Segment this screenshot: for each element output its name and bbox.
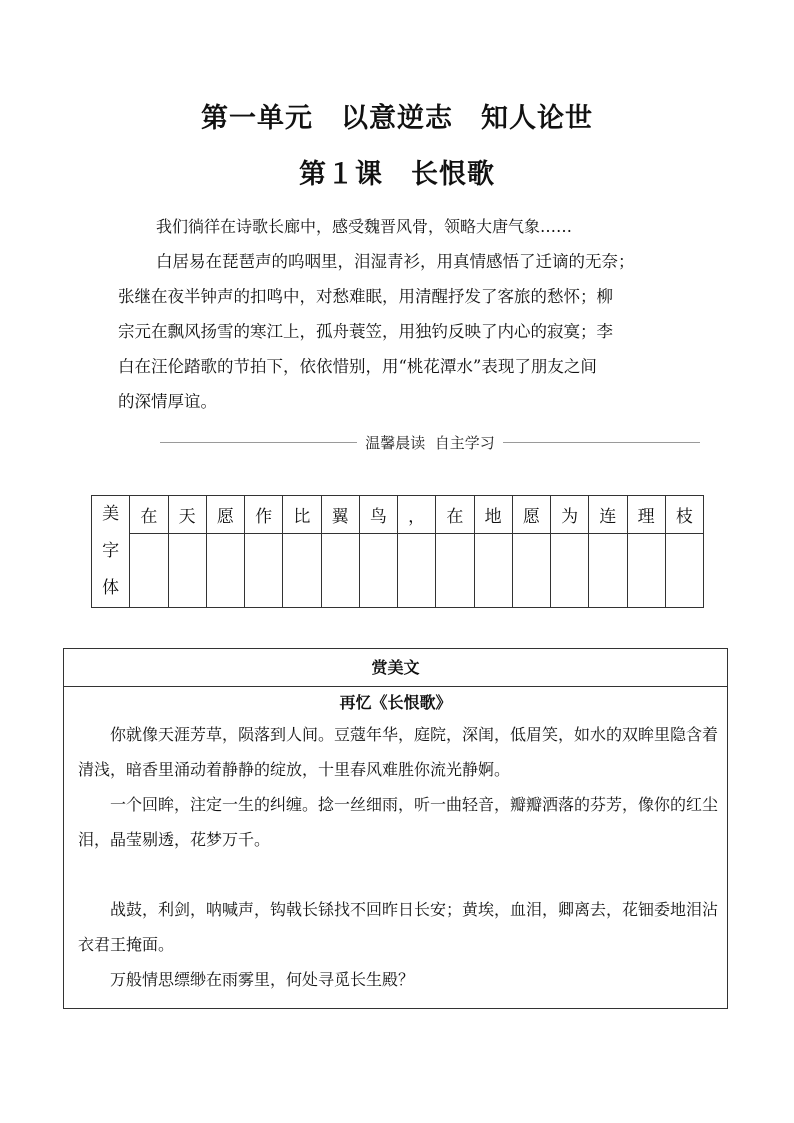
- paragraph-gap: [78, 857, 721, 892]
- table-label-char: 字: [102, 541, 120, 561]
- practice-cell[interactable]: [398, 534, 436, 608]
- practice-cell[interactable]: [474, 534, 512, 608]
- model-character: 地: [474, 496, 512, 534]
- practice-cell[interactable]: [130, 534, 168, 608]
- divider-line-right: [503, 442, 700, 443]
- practice-cell[interactable]: [245, 534, 283, 608]
- practice-cell[interactable]: [512, 534, 550, 608]
- essay-paragraph: 你就像天涯芳草，陨落到人间。豆蔻年华，庭院，深闺，低眉笑，如水的双眸里隐含着清浅，暗香里涌动着静静的绽放，十里春风难胜你流光静婀。: [78, 725, 719, 779]
- model-character: ，: [398, 496, 436, 534]
- intro-line: 白在汪伦踏歌的节拍下，依依惜别，用“桃花潭水”表现了朋友之间: [118, 357, 597, 376]
- appreciation-heading: 赏美文: [64, 649, 727, 687]
- model-character: 愿: [206, 496, 244, 534]
- model-character: 在: [436, 496, 474, 534]
- model-character: 作: [245, 496, 283, 534]
- practice-cell[interactable]: [321, 534, 359, 608]
- lesson-title: 第１课 长恨歌: [299, 159, 495, 190]
- essay-paragraph: 战鼓，利剑，呐喊声，钩戟长铩找不回昨日长安；黄埃，血泪，卿离去，花钿委地泪沾衣君王掩面。: [78, 900, 719, 954]
- appreciation-box: [63, 648, 728, 1009]
- practice-row: [92, 534, 704, 608]
- practice-cell[interactable]: [551, 534, 589, 608]
- practice-cell[interactable]: [665, 534, 703, 608]
- practice-cell[interactable]: [627, 534, 665, 608]
- intro-line: 白居易在琵琶声的呜咽里，泪湿青衫，用真情感悟了迁谪的无奈；: [156, 252, 635, 271]
- model-character: 枝: [665, 496, 703, 534]
- model-character: 连: [589, 496, 627, 534]
- intro-line: 张继在夜半钟声的扣鸣中，对愁难眠，用清醒抒发了客旅的愁怀；柳: [118, 287, 613, 306]
- character-row: [92, 496, 704, 534]
- intro-line: 宗元在飘风扬雪的寒江上，孤舟蓑笠，用独钓反映了内心的寂寞；李: [118, 322, 613, 341]
- practice-cell[interactable]: [589, 534, 627, 608]
- table-label-char: 美: [102, 504, 120, 524]
- essay-body: [64, 717, 727, 997]
- essay-paragraph: 一个回眸，注定一生的纠缠。捻一丝细雨，听一曲轻音，瓣瓣洒落的芬芳，像你的红尘泪，晶莹剔透，花梦万千。: [78, 795, 719, 849]
- table-label-char: 体: [102, 578, 120, 598]
- practice-cell[interactable]: [436, 534, 474, 608]
- calligraphy-practice-table: [91, 495, 704, 608]
- model-character: 愿: [512, 496, 550, 534]
- model-character: 在: [130, 496, 168, 534]
- model-character: 鸟: [359, 496, 397, 534]
- unit-title: 第一单元 以意逆志 知人论世: [201, 103, 593, 134]
- table-label-cell: [92, 496, 130, 608]
- practice-cell[interactable]: [283, 534, 321, 608]
- intro-lead: 我们徜徉在诗歌长廊中，感受魏晋风骨，领略大唐气象……: [156, 217, 573, 236]
- intro-passage: [118, 209, 678, 419]
- section-divider: [160, 430, 700, 454]
- practice-cell[interactable]: [359, 534, 397, 608]
- model-character: 翼: [321, 496, 359, 534]
- model-character: 比: [283, 496, 321, 534]
- divider-line-left: [160, 442, 357, 443]
- essay-paragraph: 万般情思缥缈在雨雾里，何处寻觅长生殿？: [110, 970, 415, 989]
- essay-title: 再忆《长恨歌》: [339, 693, 452, 712]
- practice-cell[interactable]: [206, 534, 244, 608]
- model-character: 理: [627, 496, 665, 534]
- model-character: 天: [168, 496, 206, 534]
- section-label: 温馨晨读 自主学习: [365, 433, 495, 452]
- intro-line: 的深情厚谊。: [118, 392, 217, 411]
- model-character: 为: [551, 496, 589, 534]
- practice-cell[interactable]: [168, 534, 206, 608]
